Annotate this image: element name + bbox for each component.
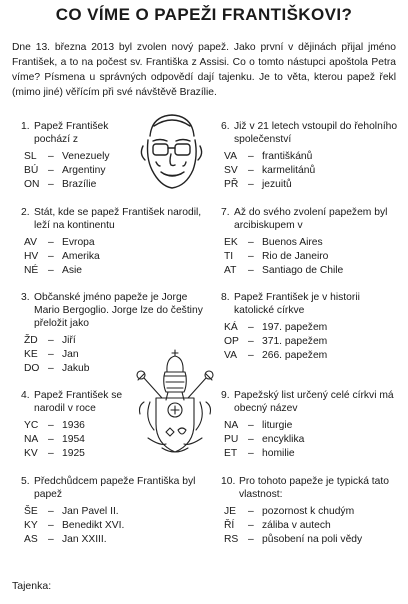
answer-option: KÁ – 197. papežem [221,321,401,335]
answer-value: pozornost k chudým [262,506,355,517]
answer-value: Jakub [62,363,90,374]
answer-value: Jan XXIII. [62,534,107,545]
tajenka-label: Tajenka: [12,580,52,592]
answer-code: ŘÍ [224,520,235,531]
answer-option: KY – Benedikt XVI. [21,519,206,533]
answer-option: HV – Amerika [21,250,206,264]
answer-code: ON [24,179,40,190]
answer-code: AS [24,534,38,545]
question-text: Papežský list určený celé církvi má obecný název [234,390,394,414]
answer-code: AV [24,237,37,248]
question-number: 2. [21,207,30,218]
question-text: Papež František pochází z [34,121,109,145]
question-text: Papež František je v historii katolické církve [234,292,360,316]
answer-value: Argentiny [62,165,106,176]
question-6 [221,120,401,192]
question-text: Až do svého zvolení papežem byl arcibiskupem v [234,207,388,231]
answer-option: NA – 1954 [21,433,133,447]
answer-option: JE – pozornost k chudým [221,505,401,519]
question-4 [21,389,133,461]
question-number: 1. [21,121,30,132]
answer-value: Asie [62,265,83,276]
answer-value: homilie [262,448,295,459]
answer-option: AS – Jan XXIII. [21,533,206,547]
answer-value: Evropa [62,237,95,248]
answer-value: Venezuely [62,151,110,162]
answer-value: 197. papežem [262,322,328,333]
intro-paragraph: Dne 13. března 2013 byl zvolen nový papež. Jako první v dějinách přijal jméno František, a to na počest sv. Františka z Assisi. Co o tomto nástupci apoštola Petra víme? Písmena u správných odpovědí dají tajenku. Je to věta, kterou papež řekl (mimo jiné) věřícím při své návštěvě Brazílie. [12,42,396,98]
answer-code: AT [224,265,237,276]
answer-value: Benedikt XVI. [62,520,125,531]
answer-code: BÚ [24,165,39,176]
answer-option: PŘ – jezuitů [221,178,401,192]
answer-code: VA [224,151,237,162]
answer-value: jezuitů [262,179,292,190]
answer-code: PŘ [224,179,239,190]
answer-option: EK – Buenos Aires [221,236,401,250]
answer-code: SV [224,165,238,176]
question-10 [221,475,401,547]
answer-code: VA [224,350,237,361]
answer-value: 371. papežem [262,336,328,347]
answer-code: KE [24,349,38,360]
answer-option: BÚ – Argentiny [21,164,133,178]
answer-code: NÉ [24,265,39,276]
answer-code: KÁ [224,322,238,333]
question-number: 3. [21,292,30,303]
question-5 [21,475,206,547]
answer-code: NA [24,434,39,445]
question-text: Občanské jméno papeže je Jorge Mario Bergoglio. Jorge lze do češtiny přeložit jako [34,292,203,329]
answer-value: Amerika [62,251,100,262]
answer-code: RS [224,534,239,545]
answer-option: DO – Jakub [21,362,206,376]
question-1 [21,120,133,192]
answer-option: ON – Brazílie [21,178,133,192]
answer-value: působení na poli vědy [262,534,363,545]
answer-value: záliba v autech [262,520,331,531]
answer-value: Buenos Aires [262,237,323,248]
answer-value: Jan Pavel II. [62,506,119,517]
answer-code: NA [224,420,239,431]
question-8 [221,291,401,363]
answer-code: ŠE [24,506,38,517]
question-7 [221,206,401,278]
answer-option: KE – Jan [21,348,206,362]
answer-value: františkánů [262,151,313,162]
answer-value: liturgie [262,420,293,431]
answer-option: VA – 266. papežem [221,349,401,363]
answer-code: PU [224,434,239,445]
answer-code: KY [24,520,38,531]
pope-portrait-icon [130,110,212,194]
question-number: 4. [21,390,30,401]
answer-option: NÉ – Asie [21,264,206,278]
answer-code: JE [224,506,237,517]
answer-code: TI [224,251,234,262]
question-9 [221,389,401,461]
question-text: Pro tohoto papeže je typická tato vlastnost: [239,476,389,500]
answer-code: HV [24,251,39,262]
question-number: 6. [221,121,230,132]
question-number: 7. [221,207,230,218]
answer-value: 1936 [62,420,85,431]
answer-value: 1925 [62,448,85,459]
answer-option: AV – Evropa [21,236,206,250]
answer-code: OP [224,336,239,347]
answer-option: YC – 1936 [21,419,133,433]
answer-option: AT – Santiago de Chile [221,264,401,278]
answer-option: ŘÍ – záliba v autech [221,519,401,533]
answer-value: encyklika [262,434,305,445]
question-text: Předchůdcem papeže Františka byl papež [34,476,196,500]
answer-value: Santiago de Chile [262,265,344,276]
question-number: 5. [21,476,30,487]
answer-option: TI – Rio de Janeiro [221,250,401,264]
answer-value: 1954 [62,434,85,445]
question-text: Papež František se narodil v roce [34,390,123,414]
answer-option: NA – liturgie [221,419,401,433]
answer-option: SV – karmelitánů [221,164,401,178]
answer-value: Jan [62,349,79,360]
answer-option: VA – františkánů [221,150,401,164]
answer-value: Jiří [62,335,76,346]
answer-option: ŽD – Jiří [21,334,206,348]
answer-value: 266. papežem [262,350,328,361]
question-number: 8. [221,292,230,303]
answer-option: ŠE – Jan Pavel II. [21,505,206,519]
question-text: Stát, kde se papež František narodil, leží na kontinentu [34,207,202,231]
question-2 [21,206,206,278]
papal-coat-of-arms-icon [130,348,220,460]
answer-code: ŽD [24,335,38,346]
answer-option: ET – homilie [221,447,401,461]
answer-option: PU – encyklika [221,433,401,447]
answer-code: SL [24,151,37,162]
answer-code: KV [24,448,38,459]
answer-value: Brazílie [62,179,97,190]
answer-value: Rio de Janeiro [262,251,329,262]
answer-code: ET [224,448,238,459]
question-number: 10. [221,476,236,487]
answer-option: OP – 371. papežem [221,335,401,349]
answer-option: RS – působení na poli vědy [221,533,401,547]
question-number: 9. [221,390,230,401]
question-text: Již v 21 letech vstoupil do řeholního společenství [234,121,398,145]
answer-option: KV – 1925 [21,447,133,461]
answer-option: SL – Venezuely [21,150,133,164]
answer-code: DO [24,363,40,374]
answer-code: EK [224,237,238,248]
answer-code: YC [24,420,39,431]
answer-value: karmelitánů [262,165,316,176]
page-title: CO VÍME O PAPEŽI FRANTIŠKOVI? [55,5,353,24]
